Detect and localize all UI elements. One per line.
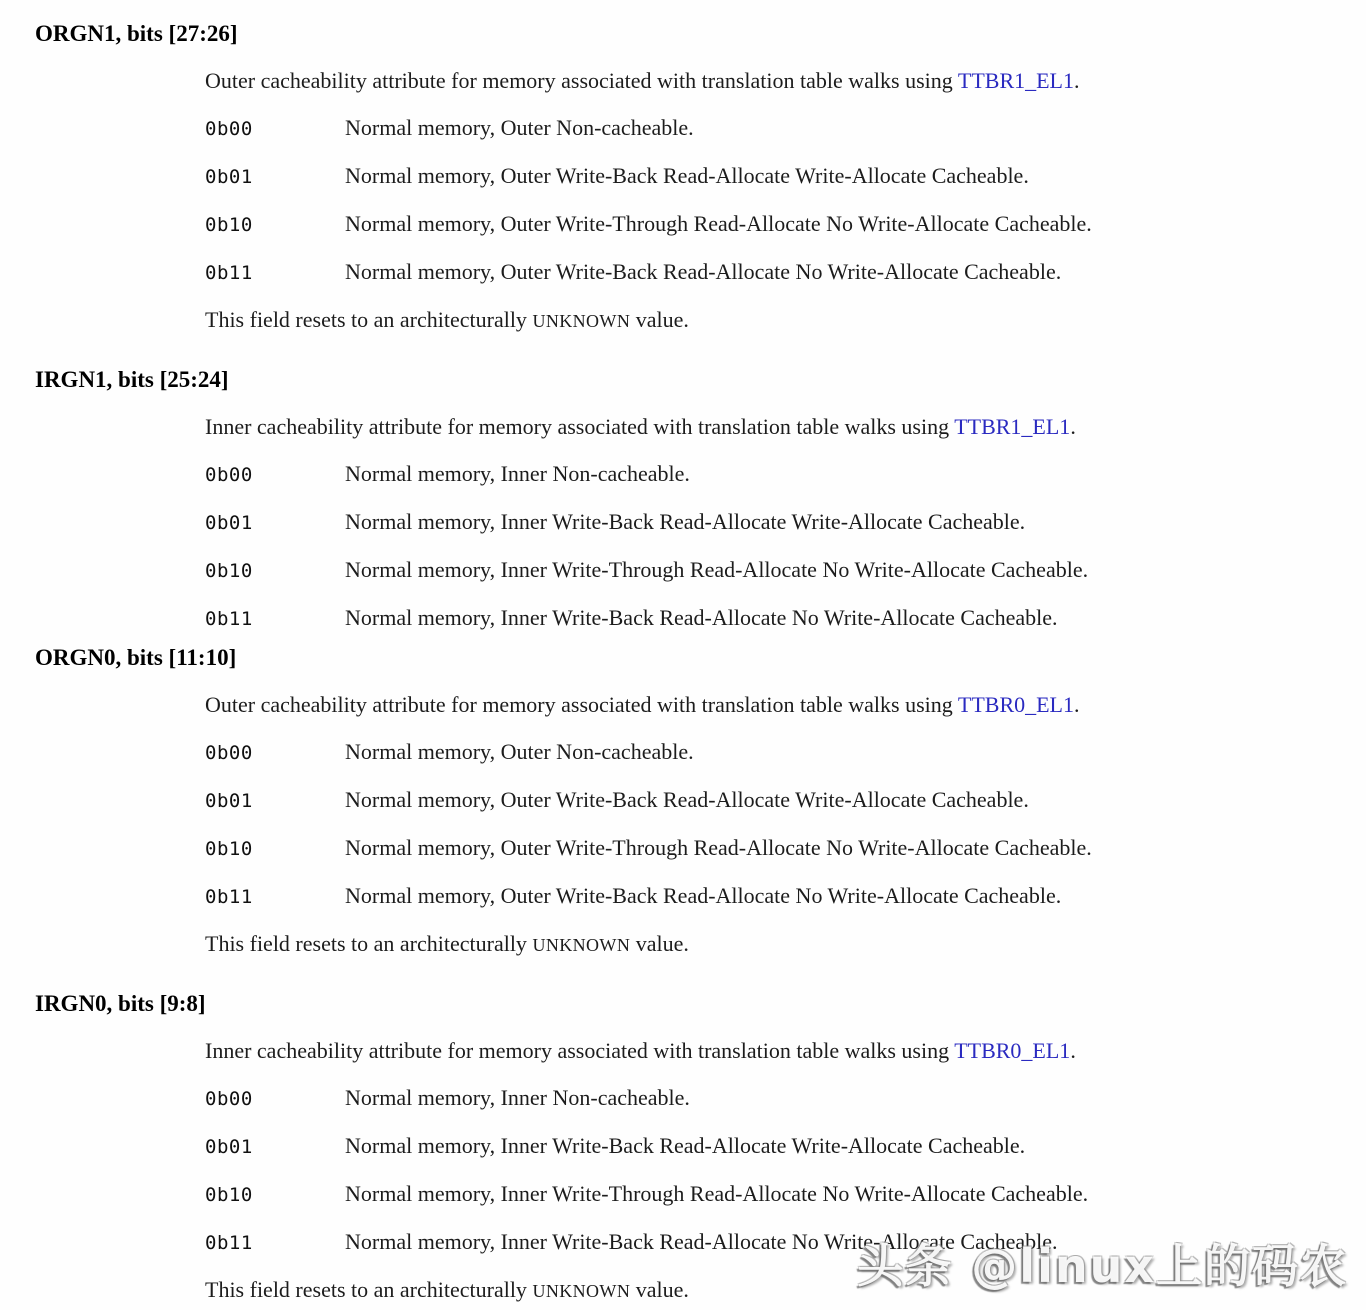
- field-description: [205, 67, 1366, 95]
- field-description: [205, 413, 1366, 441]
- value-description: Normal memory, Outer Write-Back Read-Allocate Write-Allocate Cacheable.: [345, 163, 1029, 188]
- register-link-ttbr1-el1[interactable]: TTBR1_EL1: [957, 68, 1074, 93]
- value-description: Normal memory, Inner Write-Through Read-Allocate No Write-Allocate Cacheable.: [345, 1181, 1089, 1206]
- value-description: Normal memory, Outer Write-Back Read-Allocate Write-Allocate Cacheable.: [345, 787, 1029, 812]
- reset-note: [205, 930, 1366, 959]
- description-text: Inner cacheability attribute for memory associated with translation table walks using: [205, 1038, 955, 1063]
- value-description: Normal memory, Inner Write-Back Read-Allocate No Write-Allocate Cacheable.: [345, 1229, 1058, 1254]
- value-code: 0b10: [205, 560, 253, 582]
- section-irgn1: [35, 366, 1366, 633]
- reset-text: This field resets to an architecturally: [205, 307, 533, 332]
- value-row: [205, 738, 1366, 767]
- value-description: Normal memory, Outer Non-cacheable.: [345, 115, 694, 140]
- watermark: 头条 @linux上的码农: [857, 1239, 1348, 1293]
- value-code: 0b10: [205, 838, 253, 860]
- value-description: Normal memory, Inner Write-Back Read-Allocate Write-Allocate Cacheable.: [345, 509, 1026, 534]
- description-text: Inner cacheability attribute for memory associated with translation table walks using: [205, 414, 955, 439]
- value-code: 0b01: [205, 790, 253, 812]
- value-description: Normal memory, Outer Write-Back Read-Allocate No Write-Allocate Cacheable.: [345, 259, 1062, 284]
- value-code: 0b11: [205, 1232, 253, 1254]
- value-description: Normal memory, Outer Write-Through Read-Allocate No Write-Allocate Cacheable.: [345, 211, 1092, 236]
- field-description: [205, 1037, 1366, 1065]
- unknown-keyword: UNKNOWN: [532, 1281, 631, 1301]
- description-period: .: [1074, 692, 1080, 717]
- description-period: .: [1074, 68, 1080, 93]
- value-description: Normal memory, Inner Write-Through Read-Allocate No Write-Allocate Cacheable.: [345, 557, 1089, 582]
- value-row: [205, 1132, 1366, 1161]
- description-text: Outer cacheability attribute for memory associated with translation table walks using: [205, 68, 958, 93]
- value-code: 0b00: [205, 1088, 253, 1110]
- reset-text-suffix: value.: [630, 931, 689, 956]
- reset-text: This field resets to an architecturally: [205, 1277, 533, 1302]
- reset-note: [205, 1276, 1366, 1305]
- value-row: [205, 882, 1366, 911]
- value-description: Normal memory, Inner Write-Back Read-Allocate Write-Allocate Cacheable.: [345, 1133, 1026, 1158]
- value-description: Normal memory, Outer Non-cacheable.: [345, 739, 694, 764]
- value-row: [205, 162, 1366, 191]
- register-link-ttbr0-el1[interactable]: TTBR0_EL1: [957, 692, 1074, 717]
- value-row: [205, 114, 1366, 143]
- value-description: Normal memory, Inner Non-cacheable.: [345, 461, 690, 486]
- value-code: 0b00: [205, 742, 253, 764]
- section-irgn0: [35, 990, 1366, 1305]
- value-row: [205, 604, 1366, 633]
- value-row: [205, 786, 1366, 815]
- section-orgn1: [35, 20, 1366, 335]
- value-description: Normal memory, Inner Non-cacheable.: [345, 1085, 690, 1110]
- reset-text-suffix: value.: [630, 307, 689, 332]
- description-period: .: [1070, 1038, 1076, 1063]
- unknown-keyword: UNKNOWN: [532, 935, 631, 955]
- value-row: [205, 1084, 1366, 1113]
- value-row: [205, 556, 1366, 585]
- register-link-ttbr0-el1[interactable]: TTBR0_EL1: [954, 1038, 1071, 1063]
- reset-note: [205, 306, 1366, 335]
- value-description: Normal memory, Outer Write-Back Read-Allocate No Write-Allocate Cacheable.: [345, 883, 1062, 908]
- value-description: Normal memory, Outer Write-Through Read-Allocate No Write-Allocate Cacheable.: [345, 835, 1092, 860]
- reset-text-suffix: value.: [630, 1277, 689, 1302]
- value-code: 0b11: [205, 608, 253, 630]
- field-heading-irgn0: IRGN0, bits [9:8]: [35, 991, 206, 1016]
- value-code: 0b01: [205, 1136, 253, 1158]
- value-row: [205, 210, 1366, 239]
- value-code: 0b01: [205, 512, 253, 534]
- field-heading-irgn1: IRGN1, bits [25:24]: [35, 367, 229, 392]
- value-code: 0b10: [205, 1184, 253, 1206]
- value-code: 0b10: [205, 214, 253, 236]
- value-code: 0b11: [205, 262, 253, 284]
- value-description: Normal memory, Inner Write-Back Read-Allocate No Write-Allocate Cacheable.: [345, 605, 1058, 630]
- description-text: Outer cacheability attribute for memory associated with translation table walks using: [205, 692, 958, 717]
- unknown-keyword: UNKNOWN: [532, 311, 631, 331]
- section-orgn0: [35, 644, 1366, 959]
- value-code: 0b00: [205, 464, 253, 486]
- value-row: [205, 258, 1366, 287]
- value-row: [205, 1180, 1366, 1209]
- field-heading-orgn0: ORGN0, bits [11:10]: [35, 645, 237, 670]
- value-code: 0b01: [205, 166, 253, 188]
- value-code: 0b11: [205, 886, 253, 908]
- description-period: .: [1070, 414, 1076, 439]
- field-description: [205, 691, 1366, 719]
- reset-text: This field resets to an architecturally: [205, 931, 533, 956]
- value-code: 0b00: [205, 118, 253, 140]
- value-row: [205, 460, 1366, 489]
- value-row: [205, 1228, 1366, 1257]
- value-row: [205, 508, 1366, 537]
- field-heading-orgn1: ORGN1, bits [27:26]: [35, 21, 238, 46]
- value-row: [205, 834, 1366, 863]
- register-link-ttbr1-el1[interactable]: TTBR1_EL1: [954, 414, 1071, 439]
